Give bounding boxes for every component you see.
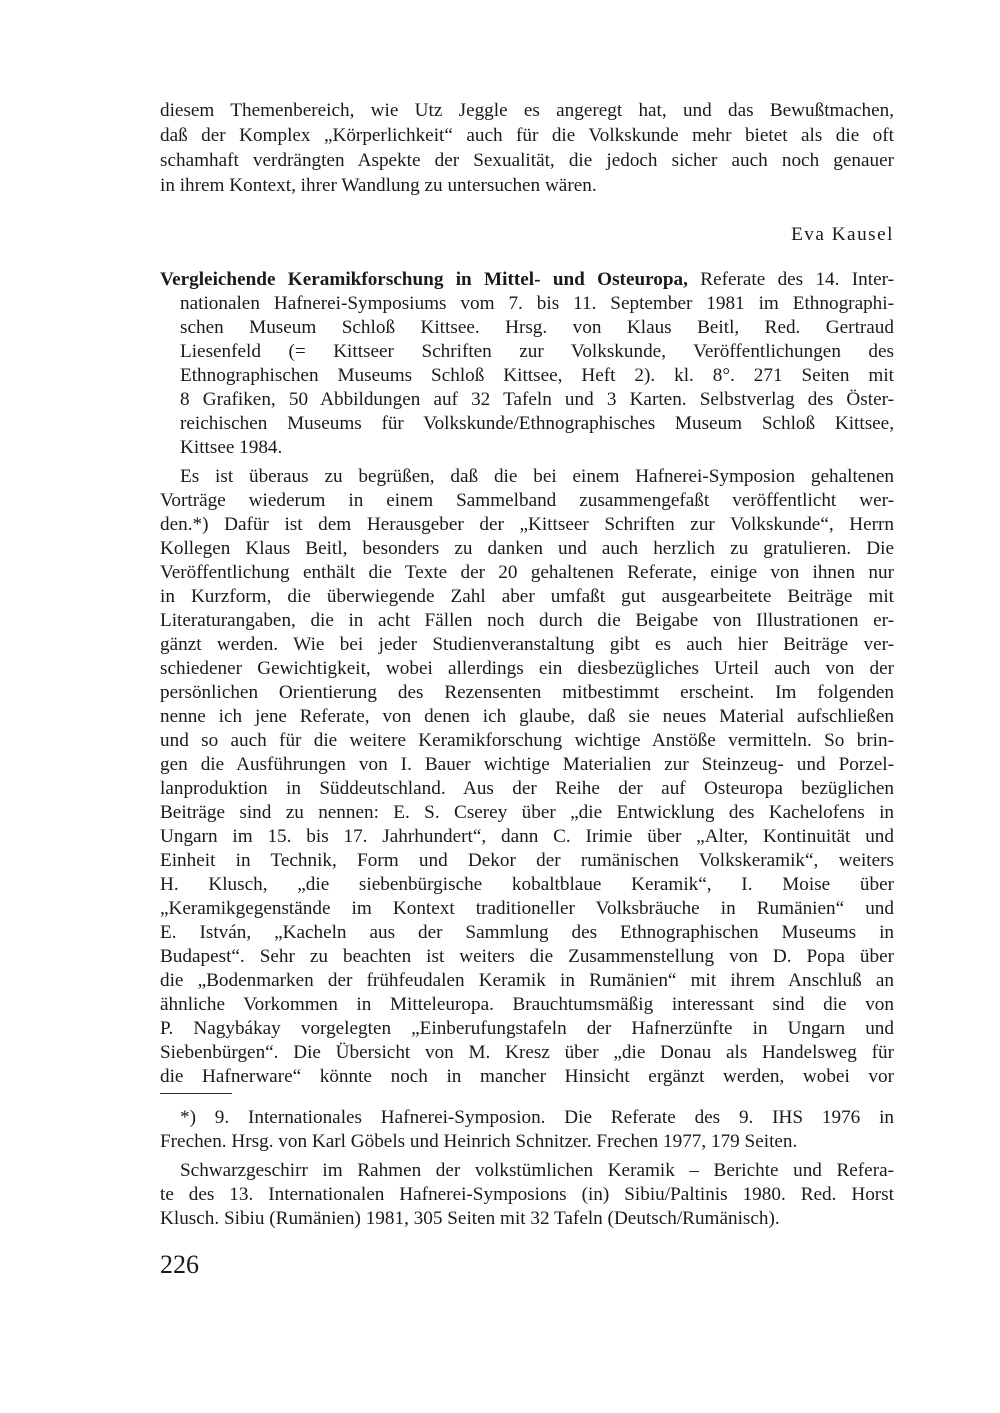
body-line: ähnliche Vorkommen in Mitteleuropa. Brauchtumsmäßig interessant sind die von xyxy=(160,994,894,1015)
review-header-text: Referate des 14. Inter- xyxy=(687,269,894,290)
body-line: Ungarn im 15. bis 17. Jahrhundert“, dann C. Irimie über „Alter, Kontinuität und xyxy=(160,826,894,847)
body-line: den.*) Dafür ist dem Herausgeber der „Kittseer Schriften zur Volkskunde“, Herrn xyxy=(160,514,894,535)
footnote-line: te des 13. Internationalen Hafnerei-Symposions (in) Sibiu/Paltinis 1980. Red. Horst xyxy=(160,1184,894,1205)
body-line: Kollegen Klaus Beitl, besonders zu danken und auch herzlich zu gratulieren. Die xyxy=(160,538,894,559)
body-line: Budapest“. Sehr zu beachten ist weiters die Zusammenstellung von D. Popa über xyxy=(160,946,894,967)
body-line: Es ist überaus zu begrüßen, daß die bei einem Hafnerei-Symposion gehaltenen xyxy=(180,466,894,487)
body-line: gänzt werden. Wie bei jeder Studienveranstaltung gibt es auch hier Beiträge ver- xyxy=(160,634,894,655)
review-title: Vergleichende Keramikforschung in Mittel- und Osteuropa, xyxy=(160,269,688,290)
review-header-line: 8 Grafiken, 50 Abbildungen auf 32 Tafeln und 3 Karten. Selbstverlag des Öster- xyxy=(180,389,894,410)
footnote-rule xyxy=(160,1093,232,1094)
body-line: diesem Themenbereich, wie Utz Jeggle es angeregt hat, und das Bewußtmachen, xyxy=(160,100,894,121)
body-line: persönlichen Orientierung des Rezensenten mitbestimmt erscheint. Im folgenden xyxy=(160,682,894,703)
body-line: und so auch für die weitere Keramikforschung wichtige Anstöße vermitteln. So brin- xyxy=(160,730,894,751)
body-line: die Hafnerware“ könnte noch in mancher Hinsicht ergänzt werden, wobei vor xyxy=(160,1066,894,1087)
footnote-line: Klusch. Sibiu (Rumänien) 1981, 305 Seiten mit 32 Tafeln (Deutsch/Rumänisch). xyxy=(160,1208,780,1229)
body-line: „Keramikgegenstände im Kontext traditioneller Volksbräuche in Rumänien“ und xyxy=(160,898,894,919)
body-line: Siebenbürgen“. Die Übersicht von M. Kresz über „die Donau als Handelsweg für xyxy=(160,1042,894,1063)
body-line: in Kurzform, die überwiegende Zahl aber umfaßt gut ausgearbeitete Beiträge mit xyxy=(160,586,894,607)
page-number: 226 xyxy=(160,1250,199,1279)
body-line: P. Nagybákay vorgelegten „Einberufungstafeln der Hafnerzünfte in Ungarn und xyxy=(160,1018,894,1039)
review-header-line: Ethnographischen Museums Schloß Kittsee, Heft 2). kl. 8°. 271 Seiten mit xyxy=(180,365,894,386)
body-line: Literaturangaben, die in acht Fällen noch durch die Beigabe von Illustrationen er- xyxy=(160,610,894,631)
body-line: schiedener Gewichtigkeit, wobei allerdings ein diesbezügliches Urteil auch von der xyxy=(160,658,894,679)
body-line: daß der Komplex „Körperlichkeit“ auch für die Volkskunde mehr bietet als die oft xyxy=(160,125,894,146)
body-line: Veröffentlichung enthält die Texte der 20 gehaltenen Referate, einige von ihnen nur xyxy=(160,562,894,583)
footnote-line: Frechen. Hrsg. von Karl Göbels und Heinrich Schnitzer. Frechen 1977, 179 Seiten. xyxy=(160,1131,798,1152)
review-header-line: Kittsee 1984. xyxy=(180,437,283,458)
review-header-line: Liesenfeld (= Kittseer Schriften zur Volkskunde, Veröffentlichungen des xyxy=(180,341,894,362)
body-line: Vorträge wiederum in einem Sammelband zusammengefaßt veröffentlicht wer- xyxy=(160,490,894,511)
body-line: Einheit in Technik, Form und Dekor der rumänischen Volkskeramik“, weiters xyxy=(160,850,894,871)
review-header-line: schen Museum Schloß Kittsee. Hrsg. von Klaus Beitl, Red. Gertraud xyxy=(180,317,894,338)
body-line: H. Klusch, „die siebenbürgische kobaltblaue Keramik“, I. Moise über xyxy=(160,874,894,895)
footnote-line: Schwarzgeschirr im Rahmen der volkstümlichen Keramik – Berichte und Refera- xyxy=(180,1160,894,1181)
review-header-first-line xyxy=(160,269,894,291)
footnote-line: *) 9. Internationales Hafnerei-Symposion. Die Referate des 9. IHS 1976 in xyxy=(180,1107,894,1128)
body-line: die „Bodenmarken der frühfeudalen Keramik in Rumänien“ mit ihrem Anschluß an xyxy=(160,970,894,991)
review-header-line: nationalen Hafnerei-Symposiums vom 7. bis 11. September 1981 im Ethnographi- xyxy=(180,293,894,314)
body-line: in ihrem Kontext, ihrer Wandlung zu untersuchen wären. xyxy=(160,175,597,196)
body-line: gen die Ausführungen von I. Bauer wichtige Materialien zur Steinzeug- und Porzel- xyxy=(160,754,894,775)
body-line: nenne ich jene Referate, von denen ich glaube, daß sie neues Material aufschließen xyxy=(160,706,894,727)
body-line: Beiträge sind zu nennen: E. S. Cserey über „die Entwicklung des Kachelofens in xyxy=(160,802,894,823)
body-line: lanproduktion in Süddeutschland. Aus der Reihe der auf Osteuropa bezüglichen xyxy=(160,778,894,799)
body-line: E. István, „Kacheln aus der Sammlung des Ethnographischen Museums in xyxy=(160,922,894,943)
author-signature: Eva Kausel xyxy=(791,224,894,245)
review-header-line: reichischen Museums für Volkskunde/Ethnographisches Museum Schloß Kittsee, xyxy=(180,413,894,434)
body-line: schamhaft verdrängten Aspekte der Sexualität, die jedoch sicher auch noch genauer xyxy=(160,150,894,171)
